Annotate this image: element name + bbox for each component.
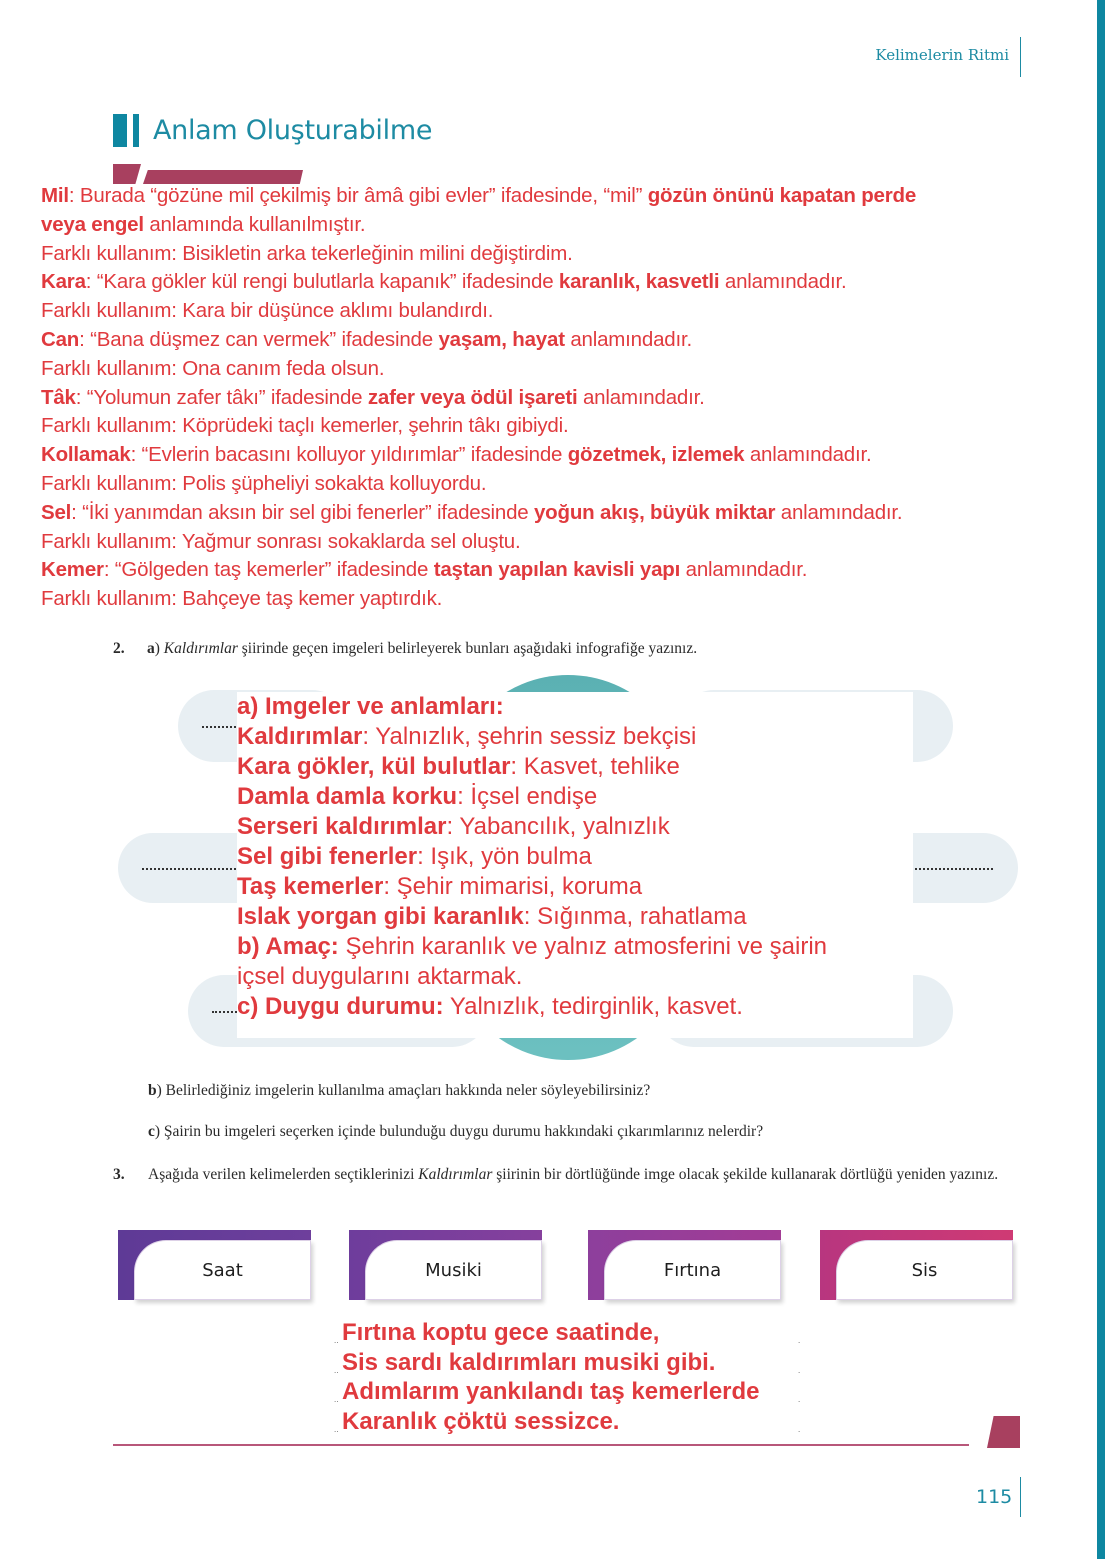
glossary-line: Farklı kullanım: Polis şüpheliyi sokakta kolluyordu. bbox=[41, 471, 487, 495]
poem-title: Kaldırımlar bbox=[418, 1166, 493, 1183]
question-text: ) Belirlediğiniz imgelerin kullanılma amaçları hakkında neler söyleyebilirsiniz? bbox=[156, 1082, 651, 1099]
sub-label: a bbox=[147, 640, 155, 657]
answer-item: Kaldırımlar: Yalnızlık, şehrin sessiz bekçisi bbox=[237, 723, 697, 750]
question-text: şiirinin bir dörtlüğünde imge olacak şekilde kullanarak dörtlüğü yeniden yazınız. bbox=[492, 1166, 999, 1183]
word-card-musiki: Musiki bbox=[349, 1230, 542, 1300]
glossary-line: Farklı kullanım: Köprüdeki taçlı kemerler, şehrin tâkı gibiydi. bbox=[41, 414, 569, 438]
poem-line: .. Sis sardı kaldırımları musiki gibi. . bbox=[336, 1348, 806, 1378]
question-text: ) Şairin bu imgeleri seçerken içinde bulunduğu duygu durumu hakkındaki çıkarımlarınız nelerdir? bbox=[154, 1123, 764, 1140]
answer-purpose: b) Amaç: Şehrin karanlık ve yalnız atmosferini ve şairin bbox=[237, 933, 827, 960]
glossary-line: Farklı kullanım: Ona canım feda olsun. bbox=[41, 356, 385, 380]
page-edge-bar bbox=[1097, 0, 1105, 1559]
sub-label: b bbox=[148, 1082, 157, 1099]
running-head: Kelimelerin Ritmi bbox=[875, 46, 1009, 64]
running-head-divider bbox=[1020, 37, 1021, 77]
glossary-answers bbox=[41, 182, 1041, 614]
word-card-sis: Sis bbox=[820, 1230, 1013, 1300]
answer-item: Islak yorgan gibi karanlık: Sığınma, rahatlama bbox=[237, 903, 747, 930]
answer-overlay bbox=[237, 692, 913, 1038]
glossary-line: Farklı kullanım: Kara bir düşünce aklımı bulandırdı. bbox=[41, 299, 494, 323]
question-text: Aşağıda verilen kelimelerden seçtiklerinizi bbox=[148, 1166, 419, 1183]
bottom-divider bbox=[113, 1444, 969, 1446]
heading-bar-icon bbox=[113, 114, 127, 147]
answer-item: Kara gökler, kül bulutlar: Kasvet, tehlike bbox=[237, 753, 680, 780]
accent-strip bbox=[113, 164, 303, 182]
answer-item: Sel gibi fenerler: Işık, yön bulma bbox=[237, 843, 592, 870]
word-card-saat: Saat bbox=[118, 1230, 311, 1300]
answer-item: Serseri kaldırımlar: Yabancılık, yalnızlık bbox=[237, 813, 670, 840]
glossary-line: Farklı kullanım: Bahçeye taş kemer yaptırdık. bbox=[41, 587, 443, 611]
heading-bar-icon bbox=[133, 114, 139, 147]
glossary-line: Farklı kullanım: Yağmur sonrası sokaklarda sel oluştu. bbox=[41, 529, 521, 553]
answer-purpose-cont: içsel duygularını aktarmak. bbox=[237, 963, 523, 990]
answer-heading: a) Imgeler ve anlamları: bbox=[237, 693, 504, 720]
page-number-divider bbox=[1020, 1477, 1021, 1517]
sub-label: c bbox=[148, 1123, 155, 1140]
poem-line: .. Fırtına koptu gece saatinde, . bbox=[336, 1318, 806, 1348]
accent-shape bbox=[113, 164, 141, 184]
glossary-line: Can: “Bana düşmez can vermek” ifadesinde yaşam, hayat anlamındadır. bbox=[41, 327, 692, 351]
question-3 bbox=[113, 1163, 1023, 1187]
glossary-line: Mil: Burada “gözüne mil çekilmiş bir âmâ gibi evler” ifadesinde, “mil” gözün önünü kapatan perde bbox=[41, 184, 917, 207]
question-text: şiirinde geçen imgeleri belirleyerek bunları aşağıdaki infografiğe yazınız. bbox=[237, 640, 698, 657]
question-2a: 2. a) Kaldırımlar şiirinde geçen imgeleri belirleyerek bunları aşağıdaki infografiğe yazınız. bbox=[113, 640, 698, 657]
glossary-line: Kollamak: “Evlerin bacasını kolluyor yıldırımlar” ifadesinde gözetmek, izlemek anlamındadır. bbox=[41, 443, 872, 467]
question-number: 3. bbox=[113, 1166, 125, 1183]
glossary-line: Kemer: “Gölgeden taş kemerler” ifadesinde taştan yapılan kavisli yapı anlamındadır. bbox=[41, 558, 808, 582]
glossary-line: Kara: “Kara gökler kül rengi bulutlarla kapanık” ifadesinde karanlık, kasvetli anlamındadır. bbox=[41, 270, 847, 294]
word-card-firtina: Fırtına bbox=[588, 1230, 781, 1300]
answer-item: Damla damla korku: İçsel endişe bbox=[237, 783, 598, 810]
question-number: 2. bbox=[113, 640, 125, 657]
poem-line: .. Adımlarım yankılandı taş kemerlerde . bbox=[336, 1377, 806, 1407]
question-2c bbox=[148, 1123, 763, 1141]
section-title: Anlam Oluşturabilme bbox=[153, 114, 433, 146]
poem-line: .. Karanlık çöktü sessizce. . bbox=[336, 1407, 806, 1437]
glossary-line: Sel: “İki yanımdan aksın bir sel gibi fenerler” ifadesinde yoğun akış, büyük miktar anlamındadır. bbox=[41, 500, 903, 524]
section-heading bbox=[113, 113, 432, 147]
answer-mood: c) Duygu durumu: Yalnızlık, tedirginlik, kasvet. bbox=[237, 993, 743, 1020]
answer-item: Taş kemerler: Şehir mimarisi, koruma bbox=[237, 873, 643, 900]
rewritten-quatrain bbox=[336, 1318, 806, 1436]
page-number: 115 bbox=[976, 1486, 1013, 1508]
glossary-line: Farklı kullanım: Bisikletin arka tekerleğinin milini değiştirdim. bbox=[41, 241, 573, 265]
glossary-line: veya engel anlamında kullanılmıştır. bbox=[41, 212, 366, 236]
glossary-line: Tâk: “Yolumun zafer tâkı” ifadesinde zafer veya ödül işareti anlamındadır. bbox=[41, 385, 705, 409]
bottom-accent-shape bbox=[987, 1416, 1020, 1448]
poem-title: Kaldırımlar bbox=[163, 640, 238, 657]
question-2b bbox=[148, 1082, 650, 1100]
word-cards bbox=[118, 1230, 1018, 1302]
